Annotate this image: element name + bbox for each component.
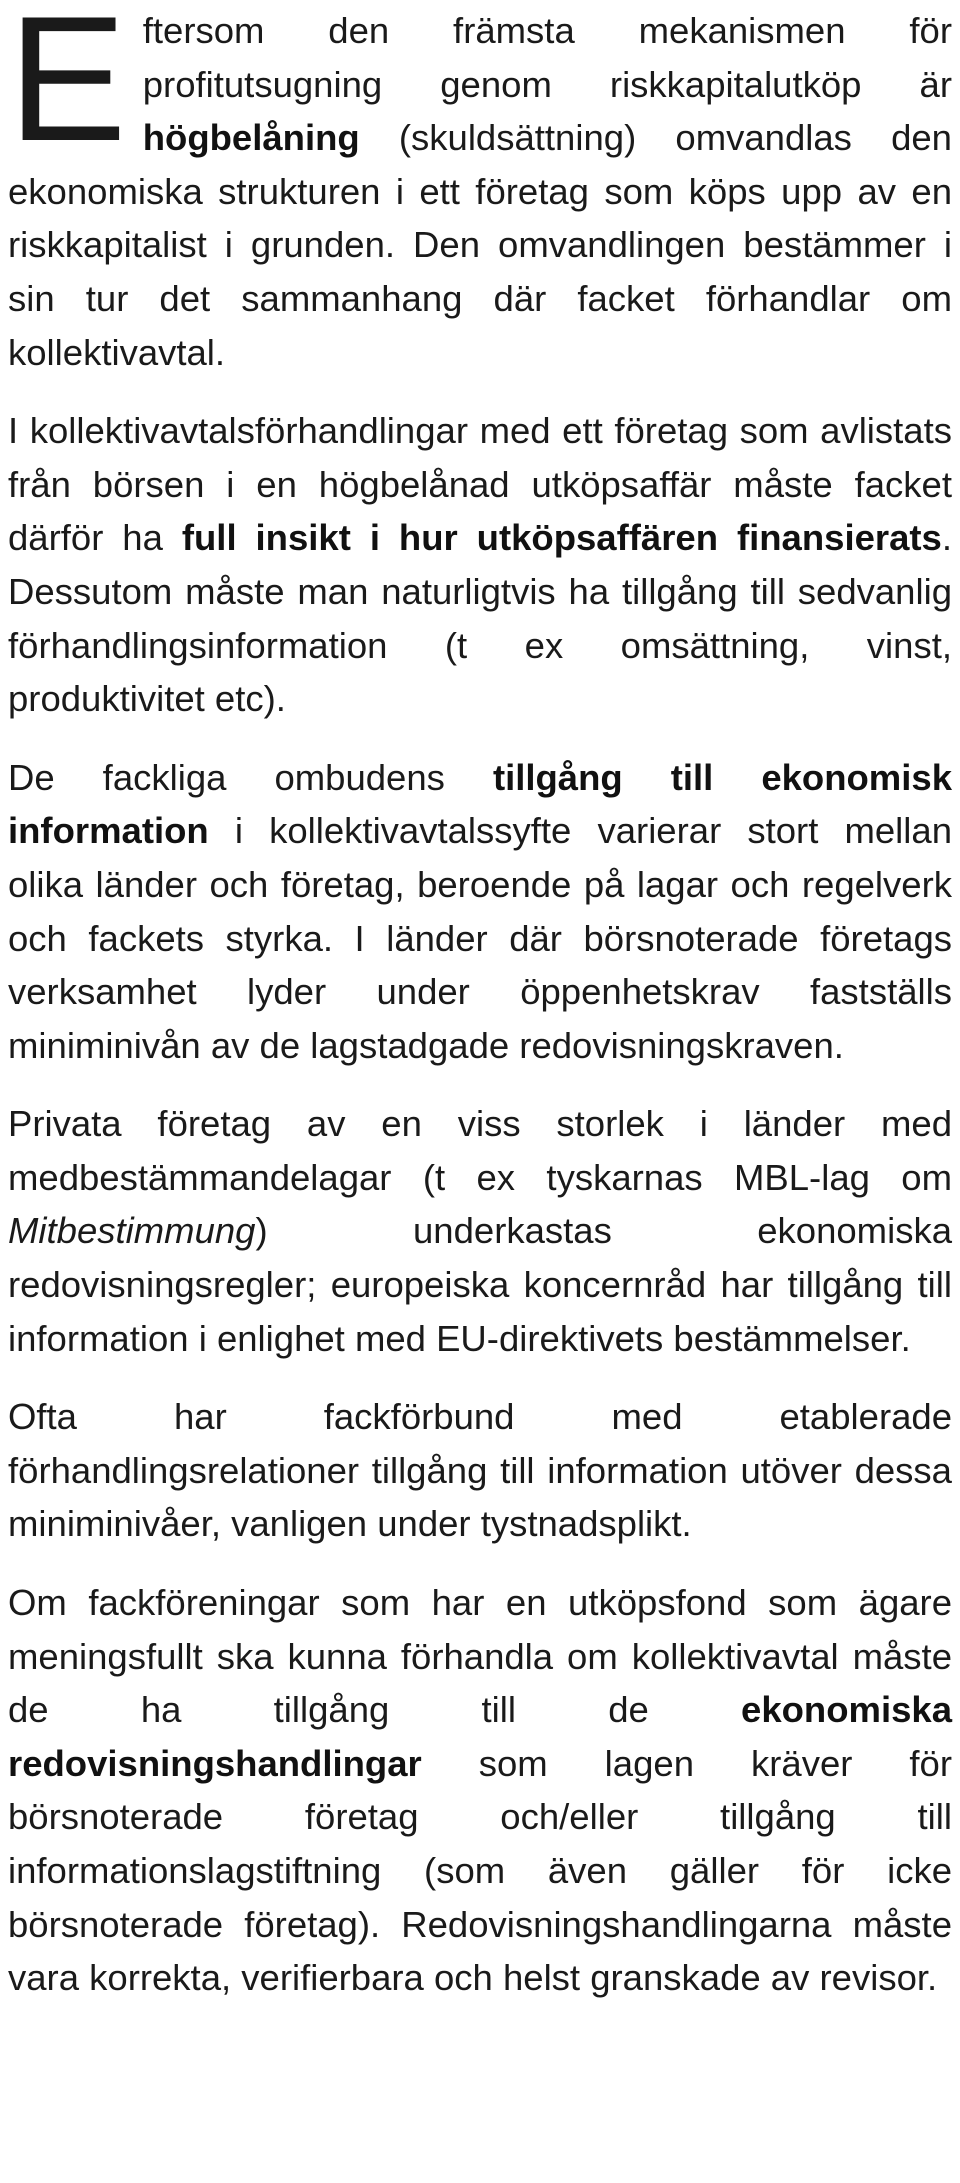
paragraph-6-text-a: Om fackföreningar som har en utköpsfond som ägare meningsfullt ska kunna förhandla om kollektivavtal måste de ha tillgång till de — [8, 1582, 952, 1731]
document-body — [8, 0, 952, 2005]
emphasis-full-insikt: full insikt i hur utköpsaffären finansierats — [181, 517, 942, 559]
paragraph-4 — [8, 1097, 952, 1365]
paragraph-2 — [8, 404, 952, 726]
paragraph-4-text-a: Privata företag av en viss storlek i länder med medbestämmandelagar (t ex tyskarnas MBL-lag om — [8, 1103, 952, 1198]
paragraph-3 — [8, 751, 952, 1073]
paragraph-6-text-b: som lagen kräver för börsnoterade företag och/eller tillgång till informationslagstiftning (som även gäller för icke börsnoterade företag). Redovisningshandlingarna måste vara korrekta, verifierbara och helst granskade av revisor. — [8, 1742, 952, 1999]
paragraph-1-text-b: (skuldsättning) omvandlas den ekonomiska strukturen i ett företag som köps upp av en riskkapitalist i grunden. Den omvandlingen bestämmer i sin tur det sammanhang där facket förhandlar om kollektivavtal. — [8, 117, 952, 373]
paragraph-4-text-b: ) underkastas ekonomiska redovisningsregler; europeiska koncernråd har tillgång till information i enlighet med EU-direktivets bestämmelser. — [8, 1210, 952, 1359]
paragraph-2-text-b: . Dessutom måste man naturligtvis ha tillgång till sedvanlig förhandlingsinformation (t ex omsättning, vinst, produktivitet etc). — [8, 517, 952, 720]
emphasis-tillgang-information: tillgång till ekonomisk information — [8, 756, 952, 852]
emphasis-hogbelaning: högbelåning — [142, 117, 360, 159]
paragraph-1-text-a: ftersom den främsta mekanismen för profitutsugning genom riskkapitalutköp är — [142, 10, 952, 105]
drop-cap: E — [8, 0, 127, 178]
paragraph-5-text: Ofta har fackförbund med etablerade förhandlingsrelationer tillgång till information utöver dessa miniminivåer, vanligen under tystnadsplikt. — [8, 1396, 952, 1545]
paragraph-2-text-a: I kollektivavtalsförhandlingar med ett företag som avlistats från börsen i en högbelånad utköpsaffär måste facket därför ha — [8, 410, 952, 559]
paragraph-5 — [8, 1390, 952, 1551]
emphasis-redovisningshandlingar: ekonomiska redovisningshandlingar — [8, 1689, 952, 1784]
paragraph-6 — [8, 1576, 952, 2005]
paragraph-3-text-b: i kollektivavtalssyfte varierar stort mellan olika länder och företag, beroende på lagar och regelverk och fackets styrka. I länder där börsnoterade företags verksamhet lyder under öppenhetskrav fastställs miniminivån av de lagstadgade redovisningskraven. — [8, 810, 952, 1066]
italic-mitbestimmung: Mitbestimmung — [8, 1210, 256, 1252]
paragraph-3-text-a: De fackliga ombudens — [8, 756, 493, 798]
paragraph-1 — [8, 0, 952, 379]
